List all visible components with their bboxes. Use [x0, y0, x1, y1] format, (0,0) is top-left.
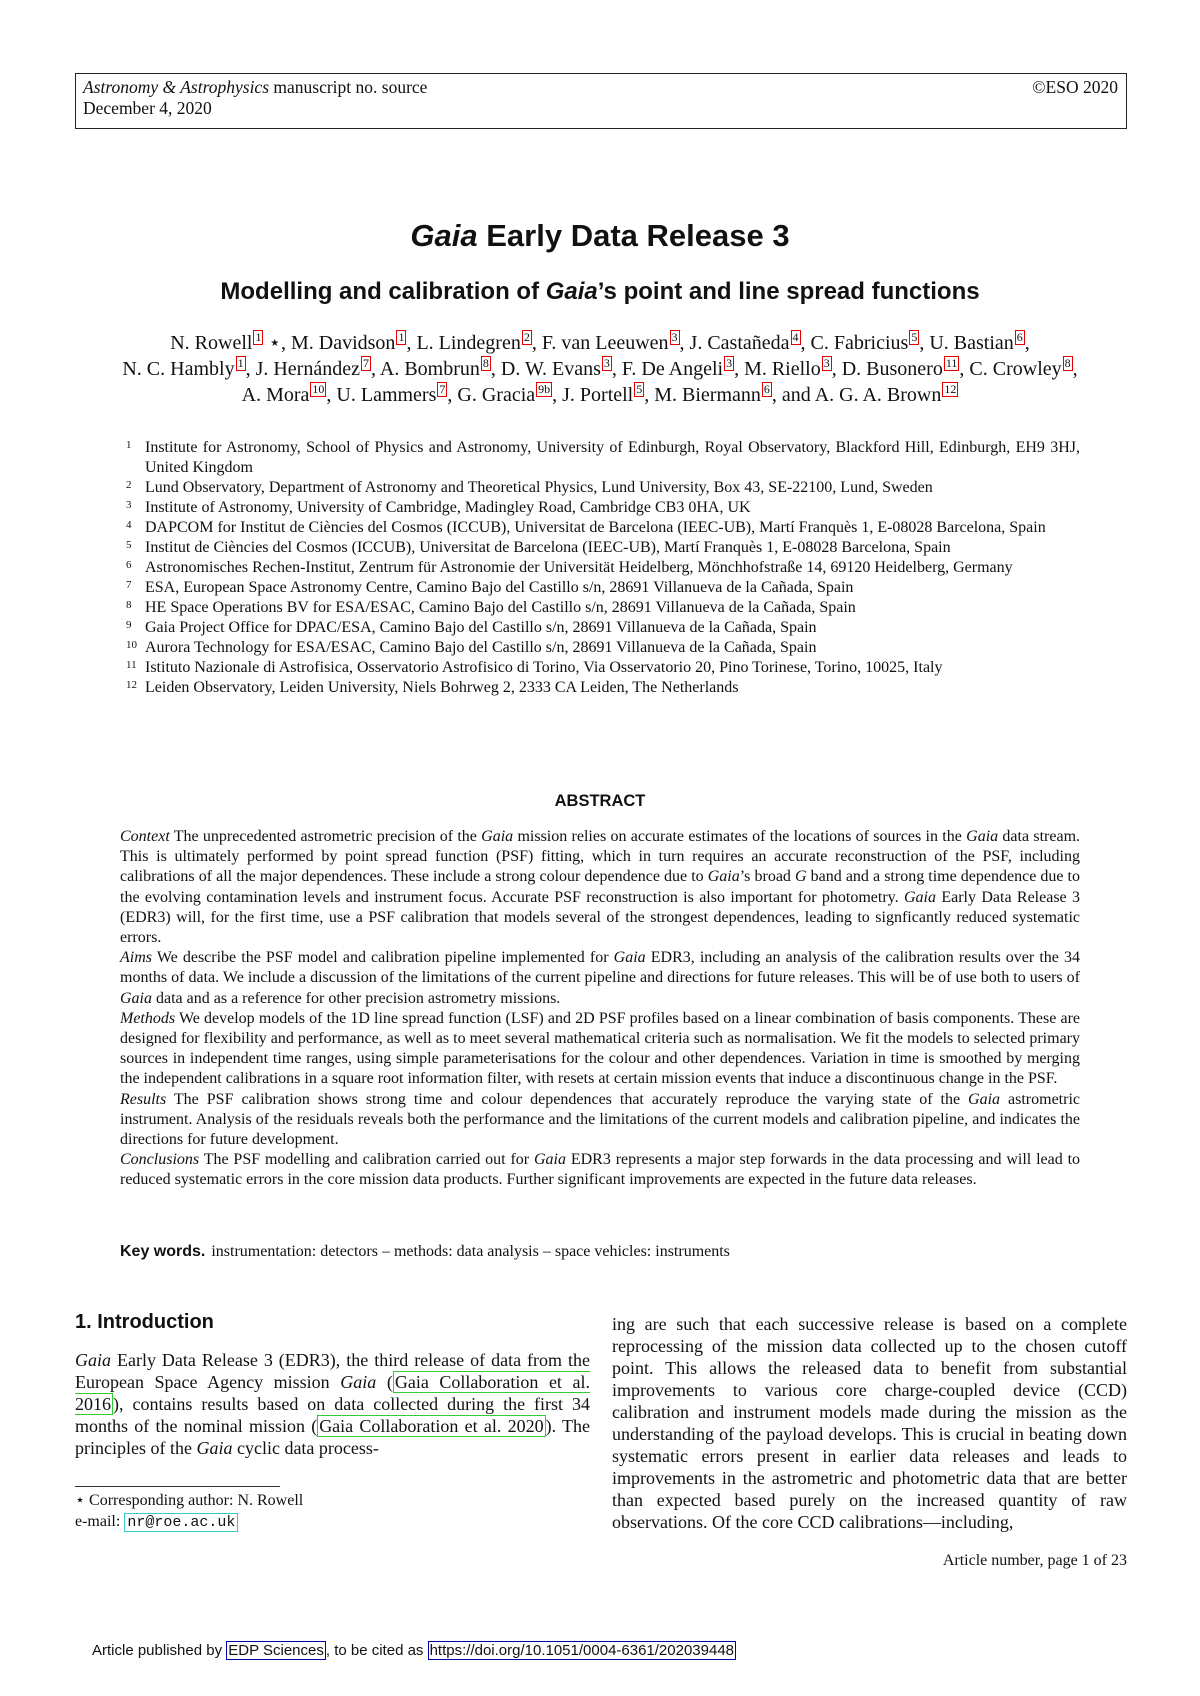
affiliation-ref-link[interactable]: 7 — [362, 356, 369, 370]
author-name: F. van Leeuwen — [541, 332, 669, 354]
subtitle-after: ’s point and line spread functions — [597, 278, 980, 305]
author-name: J. Hernández — [255, 358, 360, 380]
context-gaia: Gaia — [481, 828, 514, 845]
context-text: Early Data Release 3 (EDR3) will, for the first time, use a PSF calibration that models several of the strongest dependences, leading to signficantly reduced systematic errors. — [120, 888, 1080, 947]
author-separator: , — [959, 358, 970, 380]
results-text: astrometric instrument. Analysis of the residuals reveals both the performance and the limitations of the current models and calibration pipeline, and indicates the directions for future development. — [120, 1090, 1080, 1149]
affiliation-ref-link[interactable]: 3 — [726, 356, 733, 370]
abstract-heading: ABSTRACT — [554, 792, 646, 810]
title-gaia: Gaia — [410, 218, 478, 253]
affiliation-ref-link[interactable]: 3 — [671, 330, 678, 344]
keywords-label: Key words. — [120, 1243, 206, 1260]
aims-text: EDR3, including an analysis of the calibration results over the 34 months of data. We include a discussion of the limitations of the current pipeline and directions for future releases. This will be of use both to users of — [120, 949, 1080, 987]
methods-label: Methods — [120, 1009, 176, 1027]
results-gaia: Gaia — [968, 1090, 1001, 1108]
intro-text: ), contains results based on data collected during the first 34 months of the nominal mission ( — [75, 1394, 590, 1436]
aims-gaia: Gaia — [120, 989, 152, 1007]
affiliation-text: Gaia Project Office for DPAC/ESA, Camino Bajo del Castillo s/n, 28691 Villanueva de la Cañada, Spain — [145, 619, 817, 636]
context-gaia: Gaia — [707, 868, 740, 886]
affiliation-number: 11 — [126, 659, 137, 671]
abstract-body — [120, 827, 1080, 1191]
citation-link[interactable]: Gaia Collaboration et al. 2020 — [319, 1416, 544, 1436]
affiliation-item — [120, 438, 1080, 478]
affiliation-number: 2 — [126, 479, 132, 491]
author-name: C. Fabricius — [810, 332, 909, 354]
intro-gaia: Gaia — [196, 1438, 233, 1458]
author-separator: , — [447, 384, 458, 406]
published-middle: , to be cited as — [325, 1642, 428, 1659]
results-label: Results — [120, 1090, 167, 1108]
aims-gaia: Gaia — [613, 949, 646, 967]
affiliation-item — [120, 498, 1080, 518]
footnote-text: Corresponding author: N. Rowell — [85, 1492, 304, 1509]
footnote — [75, 1490, 590, 1533]
context-text: The unprecedented astrometric precision of the — [169, 828, 482, 845]
email-label: e-mail: — [75, 1513, 125, 1530]
affiliation-ref-link[interactable]: 2 — [523, 330, 530, 344]
intro-text: ). The principles of the — [75, 1416, 590, 1458]
author-separator: , — [1072, 358, 1078, 380]
section-heading-introduction: 1. Introduction — [75, 1311, 214, 1333]
affiliation-number: 7 — [126, 579, 132, 591]
affiliation-ref-link[interactable]: 1 — [237, 356, 244, 370]
affiliation-text: Institute of Astronomy, University of Cambridge, Madingley Road, Cambridge CB3 0HA, UK — [145, 499, 751, 516]
context-text: band and a strong time dependence due to the evolving contamination levels and instrument focus. Accurate PSF reconstruction is also important for photometry. — [120, 868, 1080, 906]
aims-text: We describe the PSF model and calibration pipeline implemented for — [152, 949, 614, 967]
email-link[interactable]: nr@roe.ac.uk — [124, 1513, 238, 1532]
author-separator: , — [679, 332, 690, 354]
author-line-1 — [60, 330, 1140, 356]
author-name: A. G. A. Brown — [814, 384, 942, 406]
affiliation-ref-link[interactable]: 3 — [603, 356, 610, 370]
affiliation-ref-link[interactable]: 12 — [944, 382, 957, 396]
author-separator: , — [734, 358, 745, 380]
affiliation-item — [120, 618, 1080, 638]
affiliation-text: Lund Observatory, Department of Astronomy and Theoretical Physics, Lund University, Box 43, SE-22100, Lund, Sweden — [145, 479, 933, 496]
author-separator: , — [531, 332, 542, 354]
keywords — [120, 1243, 1080, 1261]
affiliation-number: 8 — [126, 599, 132, 611]
context-gaia: Gaia — [903, 888, 936, 906]
context-g-band: G — [795, 868, 807, 886]
author-separator: , — [644, 384, 655, 406]
author-line-2 — [60, 356, 1140, 382]
author-name: N. Rowell — [170, 332, 253, 354]
star-icon: ⋆ — [263, 332, 281, 354]
context-label: Context — [120, 828, 170, 845]
affiliation-number: 9 — [126, 619, 132, 631]
affiliation-text: Institut de Ciències del Cosmos (ICCUB), Universitat de Barcelona (IEEC-UB), Martí Franquès 1, E-08028 Barcelona, Spain — [145, 539, 951, 556]
context-text: ’s broad — [739, 868, 795, 886]
author-name: F. De Angeli — [621, 358, 724, 380]
affiliation-ref-link[interactable]: 5 — [636, 382, 643, 396]
affiliation-number: 1 — [126, 439, 132, 451]
affiliation-item — [120, 678, 1080, 698]
affiliation-list — [120, 438, 1080, 698]
author-name: C. Crowley — [969, 358, 1062, 380]
context-text: data stream. This is ultimately performed by point spread function (PSF) fitting, which in turn requires an accurate reconstruction of the PSF, including calibrations of all the major dependences. These include a strong colour dependence due to — [120, 828, 1081, 886]
affiliation-item — [120, 578, 1080, 598]
publication-notice — [92, 1642, 736, 1659]
subtitle-before: Modelling and calibration of — [220, 278, 546, 305]
intro-left-column — [75, 1310, 590, 1459]
citation-link[interactable]: Gaia Collaboration et al. 2016 — [75, 1372, 590, 1414]
aims-text: data and as a reference for other precision astrometry missions. — [152, 989, 561, 1007]
paper-title — [0, 218, 1200, 254]
intro-right-column — [612, 1313, 1127, 1533]
author-separator: , — [406, 332, 417, 354]
header-copyright: ©ESO 2020 — [1032, 77, 1118, 97]
abstract-aims — [120, 948, 1080, 1009]
star-icon: ⋆ — [75, 1492, 86, 1509]
affiliation-ref-link[interactable]: 6 — [1016, 330, 1023, 344]
context-gaia: Gaia — [966, 828, 999, 845]
conclusions-label: Conclusions — [120, 1151, 200, 1169]
header-date: December 4, 2020 — [83, 98, 212, 118]
author-separator: , — [552, 384, 563, 406]
author-separator: , — [245, 358, 256, 380]
author-separator: , — [370, 358, 380, 380]
intro-paragraph — [75, 1349, 590, 1459]
affiliation-text: Astronomisches Rechen-Institut, Zentrum für Astronomie der Universität Heidelberg, Mönchhofstraße 14, 69120 Heidelberg, Germany — [145, 559, 1013, 576]
running-header — [75, 73, 1127, 129]
affiliation-ref-link[interactable]: 11 — [945, 356, 958, 370]
author-name: D. Busonero — [841, 358, 943, 380]
abstract-context — [120, 827, 1080, 948]
affiliation-text: Istituto Nazionale di Astrofisica, Osservatorio Astrofisico di Torino, Via Osservatorio 20, Pino Torinese, Torino, 10025, Italy — [145, 659, 943, 676]
journal-name: Astronomy & Astrophysics — [83, 77, 270, 97]
page-number: Article number, page 1 of 23 — [942, 1552, 1127, 1569]
affiliation-item — [120, 538, 1080, 558]
title-rest: Early Data Release 3 — [477, 218, 790, 253]
affiliation-text: Institute for Astronomy, School of Physics and Astronomy, University of Edinburgh, Royal Observatory, Blackford Hill, Edinburgh, EH9 3HJ, United Kingdom — [145, 439, 1080, 476]
intro-gaia: Gaia — [340, 1372, 377, 1392]
footnote-rule — [75, 1486, 280, 1487]
affiliation-ref-link[interactable]: 8 — [482, 356, 489, 370]
author-separator: , — [1024, 332, 1030, 354]
intro-paragraph-continued: ing are such that each successive release is based on a complete reprocessing of the mission data collected up to the chosen cutoff point. This allows the released data to benefit from substantial improvements to various core charge-coupled device (CCD) calibration and instrument models made during the mission as the understanding of the payload develops. This is crucial in beating down systematic errors present in earlier data releases and leads to improvements in the astrometric and photometric data that are better than expected based purely on the increased quantity of raw observations. Of the core CCD calibrations—including, — [612, 1314, 1127, 1532]
author-separator: , — [831, 358, 842, 380]
author-name: A. Mora — [241, 384, 310, 406]
conclusions-gaia: Gaia — [534, 1151, 566, 1169]
affiliation-item — [120, 518, 1080, 538]
affiliation-ref-link[interactable]: 6 — [763, 382, 770, 396]
author-separator: , — [919, 332, 930, 354]
affiliation-text: Aurora Technology for ESA/ESAC, Camino Bajo del Castillo s/n, 28691 Villanueva de la Cañada, Spain — [145, 639, 817, 656]
author-name: A. Bombrun — [379, 358, 480, 380]
affiliation-number: 5 — [126, 539, 132, 551]
affiliation-ref-link[interactable]: 8 — [1064, 356, 1071, 370]
doi-link[interactable]: https://doi.org/10.1051/0004-6361/202039448 — [429, 1642, 735, 1659]
author-separator: , — [326, 384, 337, 406]
affiliation-item — [120, 478, 1080, 498]
affiliation-ref-link[interactable]: 4 — [792, 330, 799, 344]
author-name: D. W. Evans — [500, 358, 601, 380]
author-separator: , — [611, 358, 622, 380]
context-text: mission relies on accurate estimates of the locations of sources in the — [513, 828, 967, 845]
author-name: J. Castañeda — [689, 332, 790, 354]
results-text: The PSF calibration shows strong time and colour dependences that accurately reproduce the varying state of the — [166, 1090, 969, 1108]
publisher-link[interactable]: EDP Sciences — [228, 1642, 324, 1659]
affiliation-number: 10 — [126, 639, 137, 651]
affiliation-ref-link[interactable]: 7 — [439, 382, 446, 396]
affiliation-text: Leiden Observatory, Leiden University, Niels Bohrweg 2, 2333 CA Leiden, The Netherlands — [145, 679, 739, 696]
affiliation-text: HE Space Operations BV for ESA/ESAC, Camino Bajo del Castillo s/n, 28691 Villanueva de la Cañada, Spain — [145, 599, 856, 616]
author-list — [60, 330, 1140, 408]
author-separator: , — [490, 358, 501, 380]
author-separator: , — [800, 332, 811, 354]
aims-label: Aims — [120, 949, 152, 967]
conclusions-text: The PSF modelling and calibration carried out for — [199, 1151, 534, 1169]
intro-gaia: Gaia — [75, 1350, 111, 1370]
intro-text: cyclic data process- — [232, 1438, 379, 1458]
author-name: M. Biermann — [654, 384, 761, 406]
affiliation-text: ESA, European Space Astronomy Centre, Camino Bajo del Castillo s/n, 28691 Villanueva de la Cañada, Spain — [145, 579, 854, 596]
subtitle-gaia: Gaia — [545, 278, 598, 305]
affiliation-item — [120, 598, 1080, 618]
conclusions-text: EDR3 represents a major step forwards in the data processing and will lead to reduced systematic errors in the core mission data products. Further significant improvements are expected in the future data releases. — [120, 1151, 1081, 1189]
affiliation-number: 4 — [126, 519, 132, 531]
affiliation-text: DAPCOM for Institut de Ciències del Cosmos (ICCUB), Universitat de Barcelona (IEEC-UB), Martí Franquès 1, E-08028 Barcelona, Spain — [145, 519, 1046, 536]
author-name: G. Gracia — [457, 384, 536, 406]
author-separator: , and — [771, 384, 815, 406]
author-name: L. Lindegren — [416, 332, 521, 354]
affiliation-item — [120, 658, 1080, 678]
intro-text: Early Data Release 3 (EDR3), the third release of data from the European Space Agency mission — [75, 1350, 590, 1392]
author-name: N. C. Hambly — [122, 358, 235, 380]
published-prefix: Article published by — [92, 1642, 227, 1659]
manuscript-label: manuscript no. source — [269, 77, 428, 97]
affiliation-ref-link[interactable]: 1 — [255, 330, 262, 344]
affiliation-ref-link[interactable]: 5 — [911, 330, 918, 344]
affiliation-ref-link[interactable]: 3 — [823, 356, 830, 370]
abstract-conclusions — [120, 1150, 1080, 1190]
affiliation-item — [120, 638, 1080, 658]
author-separator: , — [280, 332, 291, 354]
paper-subtitle — [0, 278, 1200, 306]
author-name: U. Bastian — [929, 332, 1014, 354]
affiliation-ref-link[interactable]: 9b — [538, 382, 551, 396]
author-name: J. Portell — [562, 384, 634, 406]
methods-text: We develop models of the 1D line spread function (LSF) and 2D PSF profiles based on a linear combination of basis components. These are designed for flexibility and performance, as well as to meet several mathematical criteria such as normalisation. We fit the models to selected primary sources in independent time ranges, using simple parameterisations for the colour and other dependences. Variation in time is smoothed by merging the independent calibrations in a square root information filter, with resets at certain mission events that induce a discontinuous change in the PSF. — [120, 1009, 1080, 1088]
author-line-3 — [60, 382, 1140, 408]
intro-text: ( — [376, 1372, 393, 1392]
affiliation-ref-link[interactable]: 1 — [398, 330, 405, 344]
author-name: M. Riello — [744, 358, 821, 380]
author-name: M. Davidson — [290, 332, 396, 354]
author-name: U. Lammers — [336, 384, 437, 406]
keywords-text: instrumentation: detectors – methods: data analysis – space vehicles: instruments — [211, 1243, 730, 1260]
affiliation-item — [120, 558, 1080, 578]
affiliation-number: 6 — [126, 559, 132, 571]
abstract-methods — [120, 1009, 1080, 1090]
affiliation-number: 12 — [126, 679, 137, 691]
affiliation-number: 3 — [126, 499, 132, 511]
abstract-results — [120, 1090, 1080, 1151]
affiliation-ref-link[interactable]: 10 — [312, 382, 325, 396]
